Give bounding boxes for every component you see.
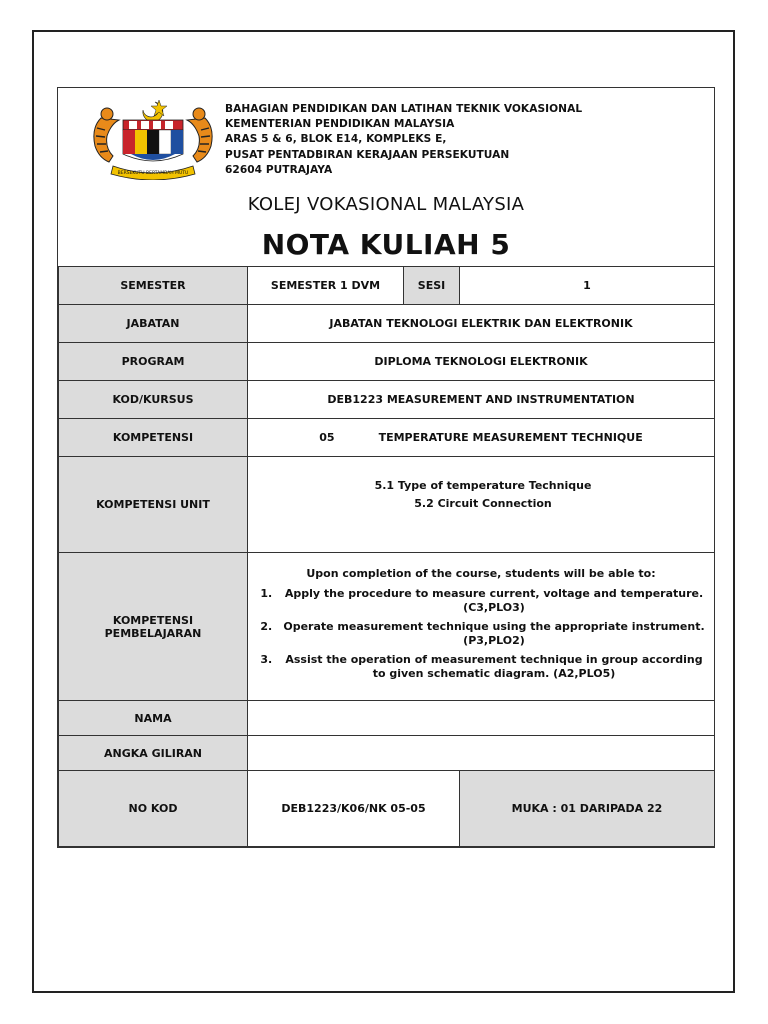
kompetensi-code: 05: [319, 431, 335, 444]
table-row-nama: [59, 701, 715, 736]
angka-giliran-field[interactable]: [248, 736, 715, 771]
jabatan-label: JABATAN: [59, 305, 248, 343]
learning-outcomes: [248, 553, 715, 701]
list-item: 1. Apply the procedure to measure current, voltage and temperature. (C3,PLO3): [276, 587, 710, 615]
address-line: KEMENTERIAN PENDIDIKAN MALAYSIA: [225, 118, 455, 131]
kompetensi-label: KOMPETENSI: [59, 419, 248, 457]
kompetensi-title: TEMPERATURE MEASUREMENT TECHNIQUE: [378, 431, 643, 444]
table-row-kompetensi: [59, 419, 715, 457]
sesi-label: SESI: [404, 267, 460, 305]
semester-label: SEMESTER: [59, 267, 248, 305]
angka-giliran-label: ANGKA GILIRAN: [59, 736, 248, 771]
nama-label: NAMA: [59, 701, 248, 736]
document-sheet: [57, 87, 715, 848]
table-row-kod-kursus: [59, 381, 715, 419]
address-line: BAHAGIAN PENDIDIKAN DAN LATIHAN TEKNIK VOKASIONAL: [225, 103, 583, 115]
program-value: DIPLOMA TEKNOLOGI ELEKTRONIK: [248, 343, 715, 381]
list-item: 5.2 Circuit Connection: [414, 497, 552, 510]
kompetensi-unit-label: KOMPETENSI UNIT: [59, 457, 248, 553]
table-row-semester: [59, 267, 715, 305]
nama-field[interactable]: [248, 701, 715, 736]
learning-outcome-list: [252, 587, 710, 681]
document-header: [58, 88, 714, 267]
learning-intro: Upon completion of the course, students will be able to:: [306, 567, 656, 580]
table-row-angka-giliran: [59, 736, 715, 771]
kod-kursus-label: KOD/KURSUS: [59, 381, 248, 419]
list-item: 5.1 Type of temperature Technique: [374, 479, 592, 492]
document-title: NOTA KULIAH 5: [261, 228, 511, 261]
table-row-kompetensi-pembelajaran: [59, 553, 715, 701]
table-row-kompetensi-unit: [59, 457, 715, 553]
address-line: ARAS 5 & 6, BLOK E14, KOMPLEKS E,: [225, 133, 447, 146]
program-label: PROGRAM: [59, 343, 248, 381]
address-line: 62604 PUTRAJAYA: [225, 163, 333, 176]
semester-value: SEMESTER 1 DVM: [248, 267, 404, 305]
jabatan-value: JABATAN TEKNOLOGI ELEKTRIK DAN ELEKTRONIK: [248, 305, 715, 343]
table-row-program: [59, 343, 715, 381]
table-row-jabatan: [59, 305, 715, 343]
list-item: 3. Assist the operation of measurement technique in group according to given schematic diagram. (A2,PLO5): [276, 653, 710, 681]
kompetensi-pembelajaran-label-line1: KOMPETENSI: [112, 613, 194, 627]
kompetensi-value: [248, 419, 715, 457]
address-block: [225, 102, 582, 178]
kompetensi-pembelajaran-label-line2: PEMBELAJARAN: [104, 626, 202, 640]
kompetensi-pembelajaran-label: [59, 553, 248, 701]
list-item: 2. Operate measurement technique using the appropriate instrument. (P3,PLO2): [276, 620, 710, 648]
info-table: [58, 266, 715, 847]
malaysia-coat-of-arms-icon: [83, 98, 223, 180]
no-kod-value: DEB1223/K06/NK 05-05: [248, 771, 460, 847]
sesi-value: 1: [460, 267, 715, 305]
kompetensi-unit-list: [248, 457, 715, 553]
no-kod-label: NO KOD: [59, 771, 248, 847]
crest-motto-text: BERSEKUTU BERTAMBAH MUTU: [117, 171, 189, 176]
kod-kursus-value: DEB1223 MEASUREMENT AND INSTRUMENTATION: [248, 381, 715, 419]
table-row-no-kod: [59, 771, 715, 847]
address-line: PUSAT PENTADBIRAN KERAJAAN PERSEKUTUAN: [225, 148, 510, 161]
muka-value: MUKA : 01 DARIPADA 22: [460, 771, 715, 847]
college-name: KOLEJ VOKASIONAL MALAYSIA: [247, 194, 525, 215]
